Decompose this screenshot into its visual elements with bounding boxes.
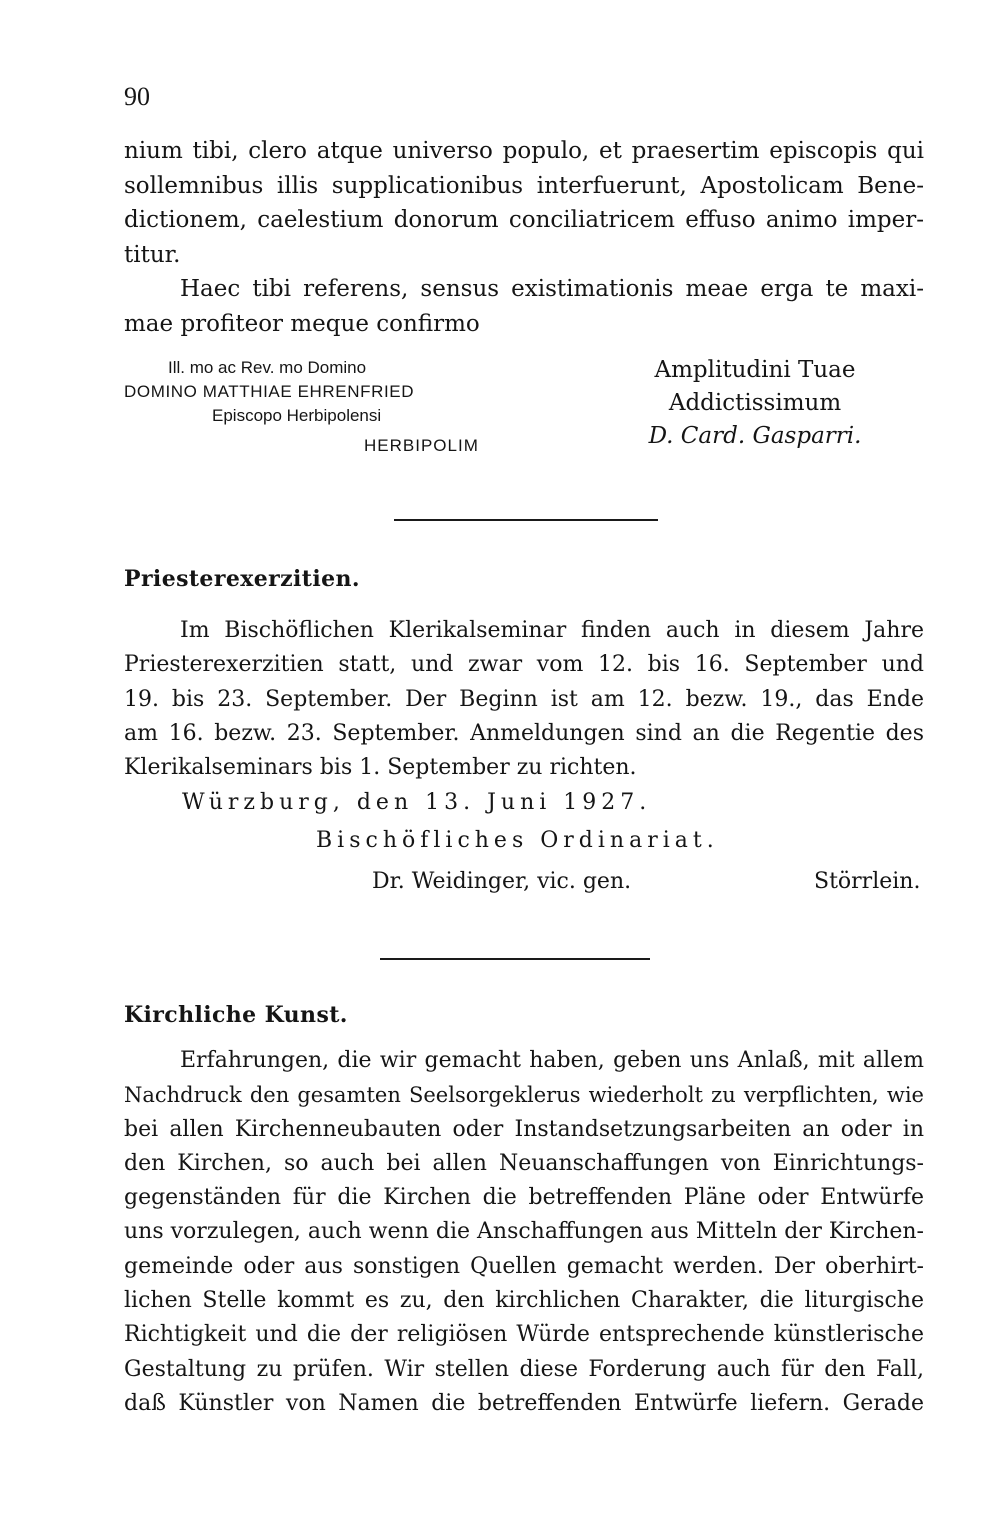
text-line: Klerikalseminars bis 1. September zu richten. bbox=[124, 755, 637, 781]
text-line: Priesterexerzitien statt, und zwar vom 12. bis 16. September und bbox=[124, 652, 924, 678]
address-line: HERBIPOLIM bbox=[364, 436, 479, 455]
page-number: 90 bbox=[124, 82, 150, 111]
text-line: uns vorzulegen, auch wenn die Anschaffungen aus Mitteln der Kirchen- bbox=[124, 1219, 924, 1245]
address-line: Episcopo Herbipolensi bbox=[212, 406, 382, 425]
text-line: dictionem, caelestium donorum conciliatricem effuso animo imper- bbox=[124, 207, 924, 233]
addressee-block bbox=[124, 356, 524, 458]
text-line: Richtigkeit und die der religiösen Würde entsprechende künstlerische bbox=[124, 1322, 924, 1348]
section-divider bbox=[380, 958, 650, 960]
text-line: lichen Stelle kommt es zu, den kirchlichen Charakter, die liturgische bbox=[124, 1288, 924, 1314]
section2-paragraph bbox=[124, 1044, 924, 1421]
text-line: sollemnibus illis supplicationibus interfuerunt, Apostolicam Bene- bbox=[124, 172, 924, 199]
text-line: Gestaltung zu prüfen. Wir stellen diese Forderung auch für den Fall, bbox=[124, 1356, 924, 1382]
section1-paragraph bbox=[124, 614, 924, 785]
section-divider bbox=[394, 519, 658, 521]
text-line: Haec tibi referens, sensus existimationis meae erga te maxi- bbox=[180, 276, 924, 302]
section-heading-priesterexerzitien: Priesterexerzitien. bbox=[124, 566, 360, 592]
text-line: 19. bis 23. September. Der Beginn ist am 12. bezw. 19., das Ende bbox=[124, 686, 924, 712]
address-line: DOMINO MATTHIAE EHRENFRIED bbox=[124, 382, 415, 401]
closing-line: Addictissimum bbox=[668, 390, 842, 416]
closing-block bbox=[620, 354, 890, 453]
text-line: den Kirchen, so auch bei allen Neuanschaffungen von Einrichtungs- bbox=[124, 1150, 924, 1176]
text-line: gegenständen für die Kirchen die betreffenden Pläne oder Entwürfe bbox=[124, 1185, 924, 1211]
text-line: Im Bischöflichen Klerikalseminar finden auch in diesem Jahre bbox=[180, 618, 924, 643]
section-heading-kirchliche-kunst: Kirchliche Kunst. bbox=[124, 1002, 348, 1028]
closing-line: Amplitudini Tuae bbox=[654, 357, 856, 383]
text-line: am 16. bezw. 23. September. Anmeldungen sind an die Regentie des bbox=[124, 720, 924, 746]
signer-right: Störrlein. bbox=[814, 869, 921, 894]
authority: Bischöfliches Ordinariat. bbox=[316, 828, 719, 853]
text-line: daß Künstler von Namen die betreffenden Entwürfe liefern. Gerade bbox=[124, 1390, 924, 1416]
latin-paragraph-2 bbox=[124, 272, 924, 341]
address-line: Ill. mo ac Rev. mo Domino bbox=[168, 358, 367, 377]
text-line: mae profiteor meque confirmo bbox=[124, 310, 480, 337]
text-line: Nachdruck den gesamten Seelsorgeklerus wiederholt zu verpflichten, wie bbox=[124, 1083, 924, 1108]
text-line: nium tibi, clero atque universo populo, et praesertim episcopis qui bbox=[124, 138, 924, 164]
latin-paragraph-1 bbox=[124, 134, 924, 272]
signature: D. Card. Gasparri. bbox=[648, 423, 862, 449]
signer-left: Dr. Weidinger, vic. gen. bbox=[372, 869, 632, 894]
text-line: bei allen Kirchenneubauten oder Instandsetzungsarbeiten an oder in bbox=[124, 1116, 924, 1142]
place-date: Würzburg, den 13. Juni 1927. bbox=[182, 790, 652, 815]
text-line: Erfahrungen, die wir gemacht haben, geben uns Anlaß, mit allem bbox=[180, 1048, 924, 1073]
text-line: gemeinde oder aus sonstigen Quellen gemacht werden. Der oberhirt- bbox=[124, 1253, 924, 1279]
text-line: titur. bbox=[124, 241, 181, 268]
